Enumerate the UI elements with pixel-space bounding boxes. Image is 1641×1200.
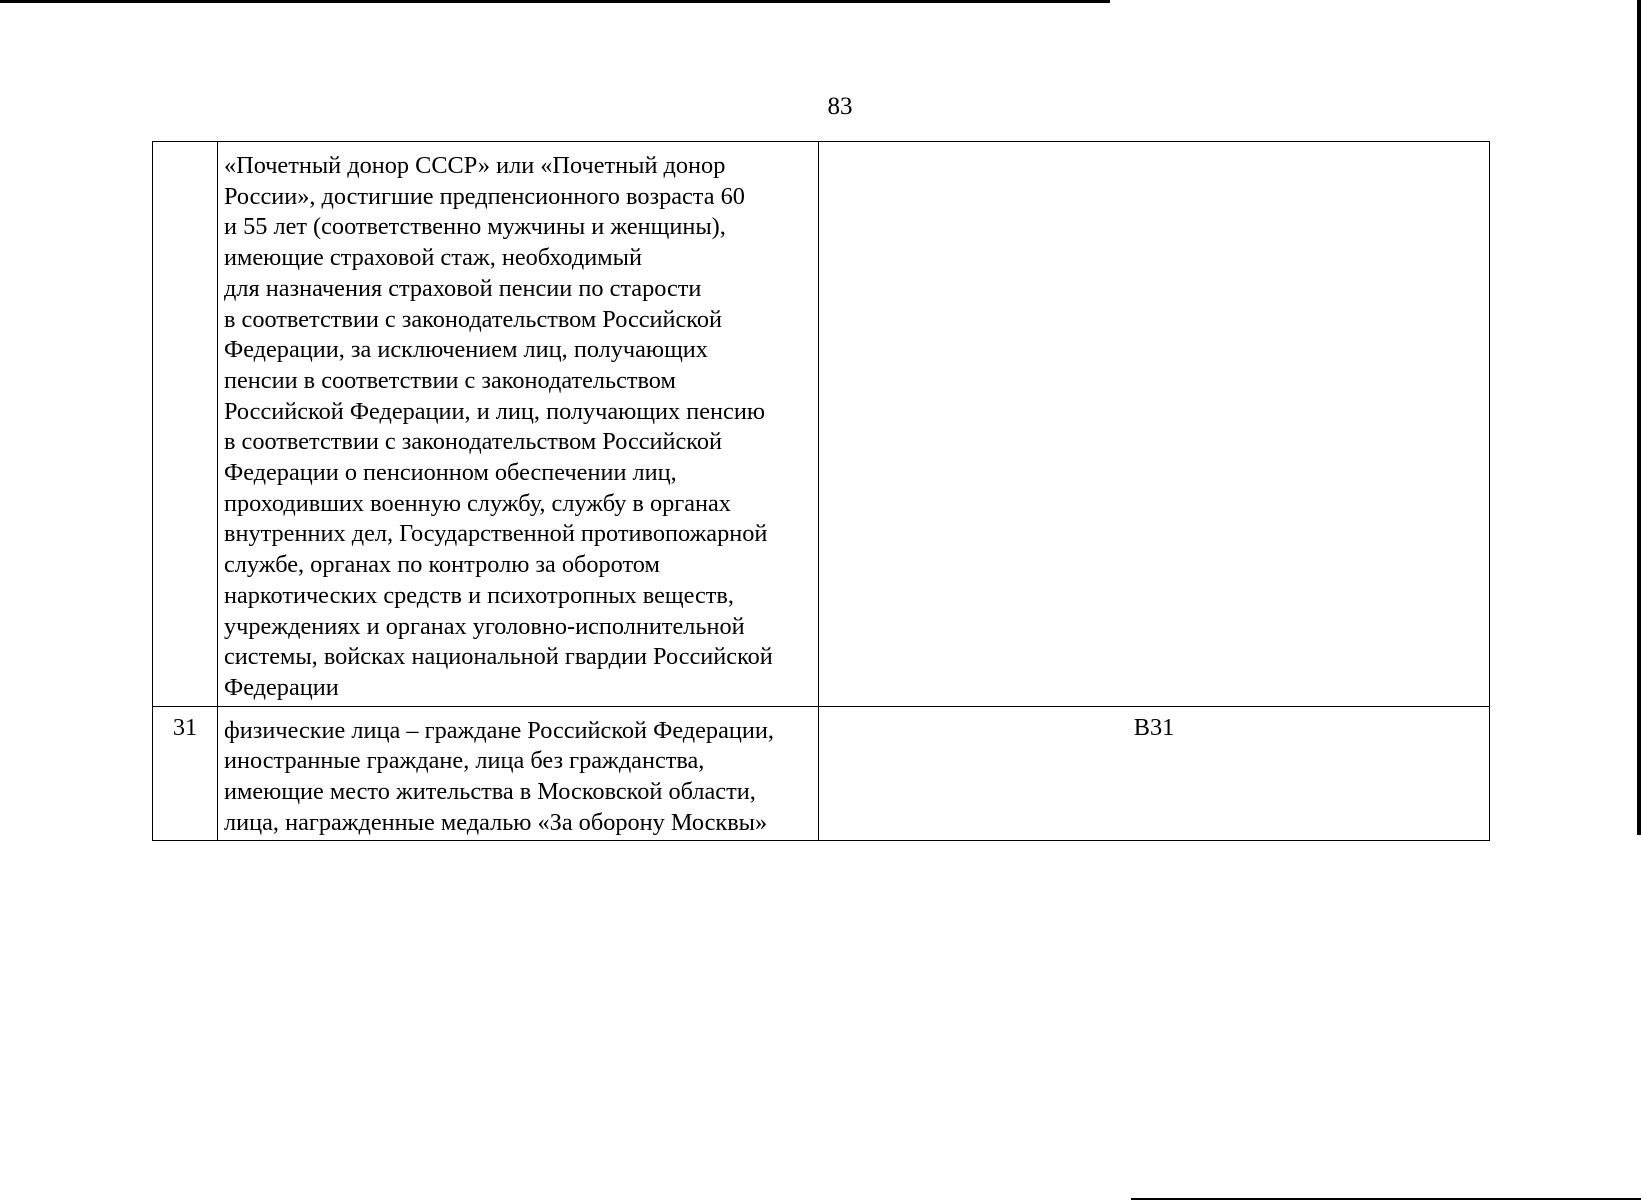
description-line: России», достигшие предпенсионного возраста 60 [224,182,745,210]
description-line: системы, войсках национальной гвардии Российской [224,643,773,671]
description-line: учреждениях и органах уголовно-исполнительной [224,612,745,640]
row-code-cell [819,142,1490,707]
description-line: Федерации [224,673,339,701]
description-line: пенсии в соответствии с законодательством [224,366,676,394]
scan-edge-top [0,0,1110,3]
description-line: Федерации, за исключением лиц, получающих [224,336,708,364]
description-line: внутренних дел, Государственной противопожарной [224,520,768,548]
description-line: имеющие место жительства в Московской области, [224,778,756,806]
description-line: наркотических средств и психотропных веществ, [224,581,734,609]
description-line: проходивших военную службу, службу в органах [224,489,731,517]
description-line: иностранные граждане, лица без гражданства, [224,747,705,775]
description-line: Российской Федерации, и лиц, получающих пенсию [224,397,765,425]
row-description-cell [218,142,819,707]
description-line: для назначения страховой пенсии по старости [224,274,702,302]
row-number-cell [153,142,218,707]
description-line: Федерации о пенсионном обеспечении лиц, [224,459,677,487]
description-line: в соответствии с законодательством Российской [224,428,723,456]
table-row [153,706,1490,841]
description-line: в соответствии с законодательством Российской [224,305,723,333]
description-line: «Почетный донор СССР» или «Почетный донор [224,152,726,179]
table-row [153,142,1490,707]
document-table [152,141,1490,841]
scan-edge-right [1637,0,1641,835]
description-line: и 55 лет (соответственно мужчины и женщины), [224,213,726,241]
description-line: физические лица – граждане Российской Федерации, [224,716,774,744]
row-code-cell: В31 [819,706,1490,841]
row-description-cell [218,706,819,841]
page-number: 83 [827,93,853,120]
description-line: службе, органах по контролю за оборотом [224,551,660,579]
description-line: имеющие страховой стаж, необходимый [224,244,642,272]
description-line: лица, награжденные медалью «За оборону Москвы» [224,808,768,836]
row-number-cell: 31 [153,706,218,841]
